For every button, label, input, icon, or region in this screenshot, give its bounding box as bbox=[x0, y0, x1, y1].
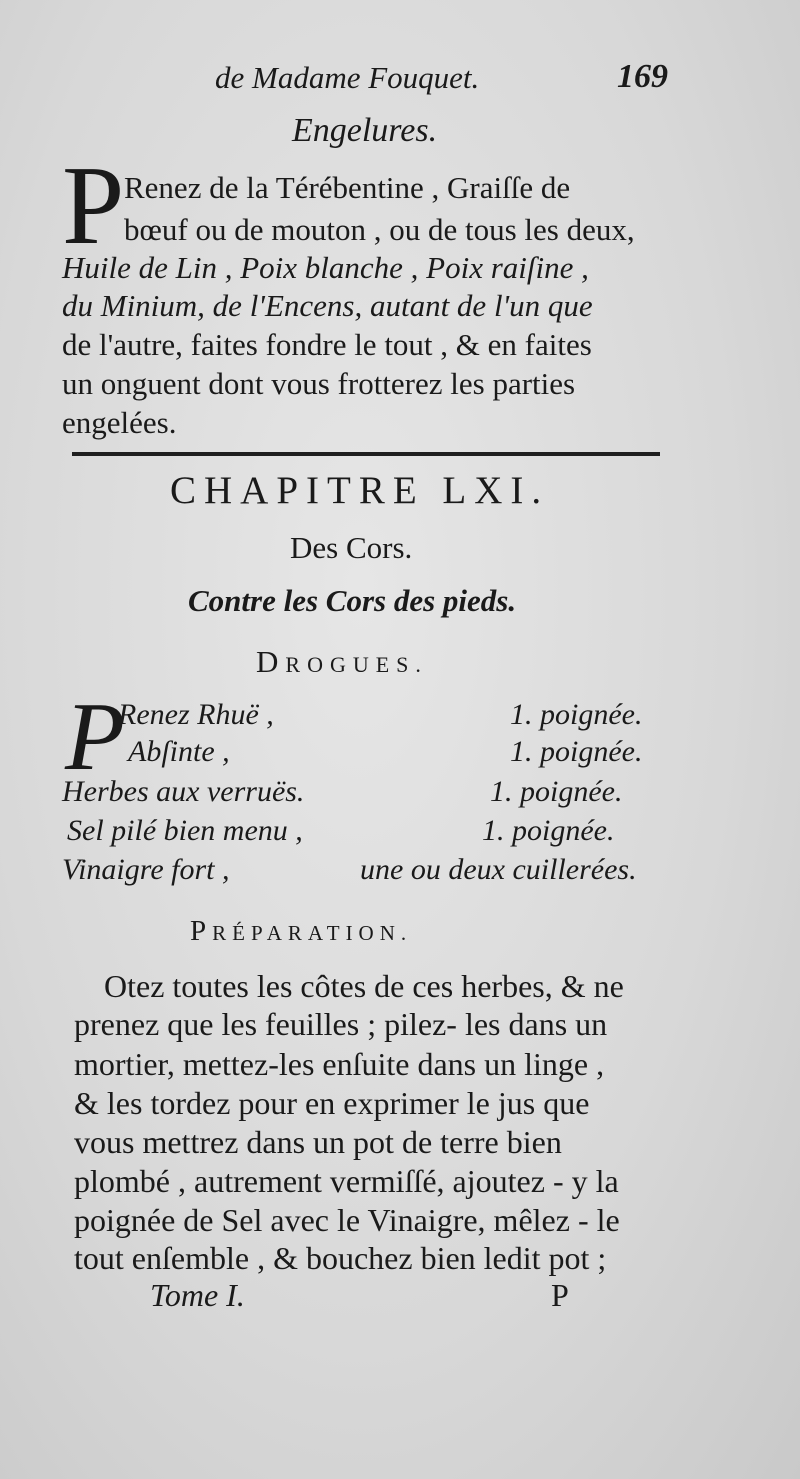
preparation-line: tout enſemble , & bouchez bien ledit pot ; bbox=[74, 1240, 607, 1276]
chapter-subject: Des Cors. bbox=[290, 530, 413, 565]
drug-name: Renez Rhuë , bbox=[118, 698, 274, 731]
drug-quantity: 1. poignée. bbox=[510, 698, 643, 731]
recipe-line: engelées. bbox=[62, 405, 177, 440]
page-number: 169 bbox=[617, 58, 668, 95]
preparation-line: poignée de Sel avec le Vinaigre, mêlez - le bbox=[74, 1202, 620, 1238]
drug-name: Sel pilé bien menu , bbox=[67, 814, 303, 847]
preparation-heading bbox=[190, 915, 412, 948]
recipe-line: Huile de Lin , Poix blanche , Poix raiſine , bbox=[62, 250, 589, 285]
section-rule bbox=[72, 452, 660, 456]
recipe-line: du Minium, de l'Encens, autant de l'un que bbox=[62, 288, 593, 323]
recipe-line: de l'autre, faites fondre le tout , & en faites bbox=[62, 327, 592, 362]
preparation-heading-initial: P bbox=[190, 915, 213, 947]
drug-quantity: 1. poignée. bbox=[490, 775, 623, 808]
drugs-heading bbox=[256, 644, 428, 680]
running-head: de Madame Fouquet. bbox=[215, 60, 480, 95]
drugs-heading-rest: ROGUES. bbox=[285, 652, 428, 677]
recipe-title-cors: Contre les Cors des pieds. bbox=[188, 583, 517, 618]
preparation-line: mortier, mettez-les enſuite dans un linge , bbox=[74, 1046, 605, 1082]
preparation-line: vous mettrez dans un pot de terre bien bbox=[74, 1124, 562, 1160]
recipe-line: bœuf ou de mouton , ou de tous les deux, bbox=[124, 212, 635, 247]
drug-quantity: 1. poignée. bbox=[482, 814, 615, 847]
drop-cap: P bbox=[62, 144, 125, 268]
preparation-line: plombé , autrement vermiſſé, ajoutez - y la bbox=[74, 1163, 619, 1199]
recipe-title-engelures: Engelures. bbox=[292, 112, 438, 149]
preparation-heading-rest: RÉPARATION. bbox=[212, 921, 413, 945]
drug-name: Vinaigre fort , bbox=[62, 853, 230, 886]
drugs-drop-cap: P bbox=[65, 683, 125, 791]
drug-quantity: 1. poignée. bbox=[510, 735, 643, 768]
drug-name: Abſinte , bbox=[128, 735, 230, 768]
recipe-line: un onguent dont vous frotterez les parties bbox=[62, 366, 576, 401]
signature-mark: P bbox=[551, 1277, 569, 1313]
signature-volume: Tome I. bbox=[150, 1277, 245, 1313]
recipe-line: Renez de la Térébentine , Graiſſe de bbox=[124, 170, 571, 205]
drugs-heading-initial: D bbox=[256, 644, 286, 679]
preparation-line: prenez que les feuilles ; pilez- les dans un bbox=[74, 1006, 608, 1042]
drug-name: Herbes aux verruës. bbox=[62, 775, 305, 808]
preparation-line: Otez toutes les côtes de ces herbes, & ne bbox=[104, 968, 624, 1004]
chapter-heading: CHAPITRE LXI. bbox=[170, 469, 550, 512]
preparation-line: & les tordez pour en exprimer le jus que bbox=[74, 1085, 590, 1121]
drug-quantity: une ou deux cuillerées. bbox=[360, 853, 637, 886]
